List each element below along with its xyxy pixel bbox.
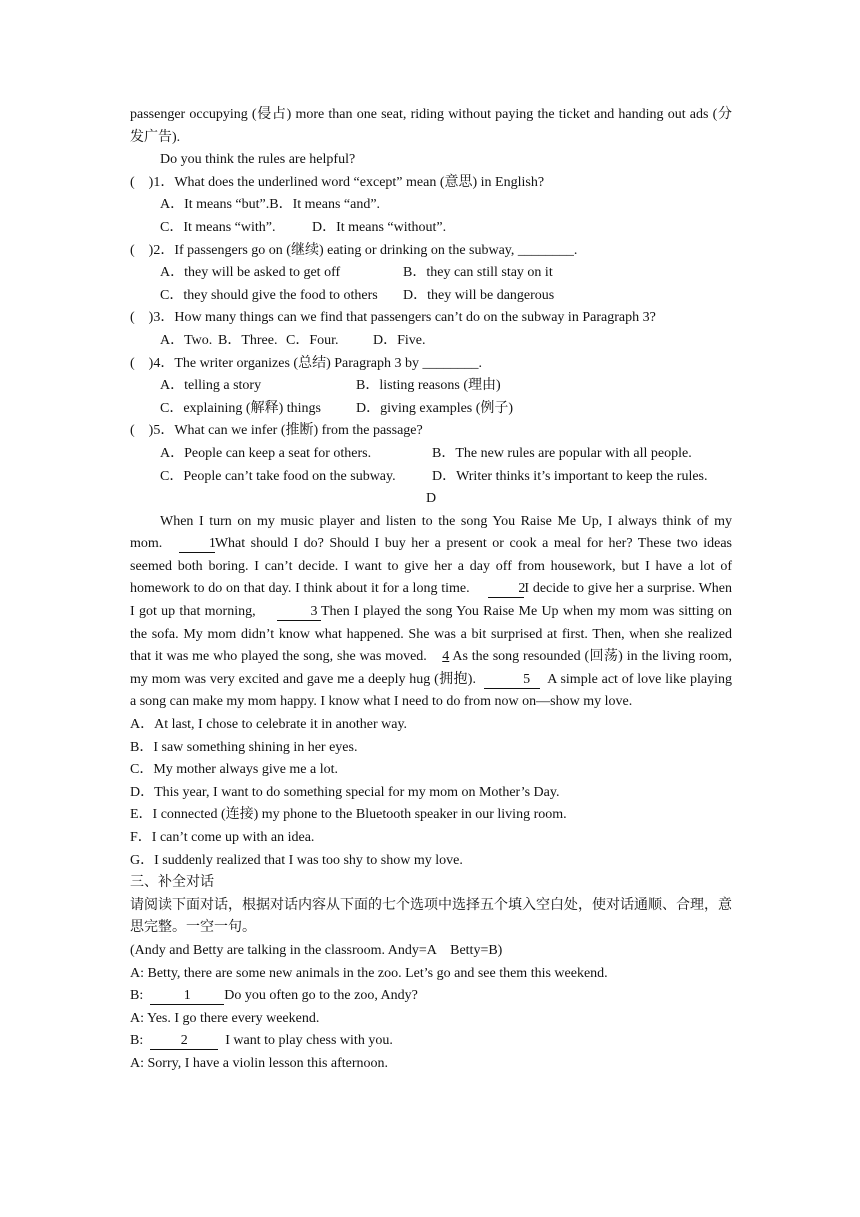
option-c: C．explaining (解释) things — [160, 400, 321, 416]
dialogue-line-2 — [130, 985, 732, 1008]
option-d: D．they will be dangerous — [403, 287, 555, 303]
option-a: A．It means “but”. — [160, 197, 270, 213]
option-c: C．Four. — [286, 332, 339, 348]
section-d-heading: D — [425, 491, 437, 507]
question-2 — [130, 240, 732, 308]
option-d: D．It means “without”. — [312, 219, 447, 235]
option-a: A．People can keep a seat for others. — [160, 445, 372, 461]
answer-bracket[interactable]: ( )2． — [130, 242, 175, 258]
blank-5[interactable]: 5 — [484, 672, 540, 689]
passage-text: When I turn on my music player and listen to the song You Raise Me Up, I always think of my mom. — [130, 513, 732, 552]
blank-4[interactable]: 4 — [442, 649, 450, 665]
option-c: C．People can’t take food on the subway. — [160, 468, 396, 484]
blank-1[interactable]: 1 — [179, 536, 215, 553]
answer-bracket[interactable]: ( )5． — [130, 423, 175, 439]
option-d: D．Writer thinks it’s important to keep the rules. — [432, 468, 708, 484]
option-c: C．It means “with”. — [160, 219, 276, 235]
speaker: B: — [130, 1033, 144, 1049]
answer-bracket[interactable]: ( )4． — [130, 355, 175, 371]
section-3-title: 三、补全对话 — [130, 875, 214, 891]
option-a: A．At last, I chose to celebrate it in another way. — [130, 717, 408, 733]
dialogue-text: Do you often go to the zoo, Andy? — [224, 988, 418, 1004]
option-b: B．It means “and”. — [269, 197, 381, 213]
option-c: C．My mother always give me a lot. — [130, 762, 339, 778]
section-d-options — [130, 714, 732, 872]
option-b: B．The new rules are popular with all people. — [432, 445, 692, 461]
passage-text: Then I played the song You Raise Me Up when my mom was sitting on the sofa. My mom didn’t know what happened. She was a bit surprised at first. Then, when she realized that it was me who played the song, she was moved. — [130, 604, 732, 665]
option-a: A．telling a story — [160, 378, 262, 394]
dialogue-text: I want to play chess with you. — [225, 1033, 393, 1049]
document-page — [130, 104, 732, 1076]
speaker: B: — [130, 988, 144, 1004]
option-b: B．they can still stay on it — [403, 265, 553, 281]
question-stem: What does the underlined word “except” mean (意思) in English? — [174, 174, 545, 190]
passage-text: As the song resounded (回荡) in the living room, my mom was very excited and gave me a deeply hug (拥抱). — [130, 649, 733, 687]
question-5 — [130, 420, 732, 488]
section-3-instruction: 请阅读下面对话，根据对话内容从下面的七个选项中选择五个填入空白处，使对话通顺、合理，意思完整。一空一句。 — [130, 897, 732, 936]
question-3 — [130, 307, 732, 352]
dialogue-line-4 — [130, 1030, 732, 1053]
dialogue-blank-2[interactable]: 2 — [150, 1033, 218, 1050]
passage-c-question: Do you think the rules are helpful? — [160, 152, 356, 168]
option-b: B．I saw something shining in her eyes. — [130, 739, 358, 755]
dialogue-line-5: A: Sorry, I have a violin lesson this afternoon. — [130, 1055, 389, 1071]
option-b: B．Three. — [218, 332, 278, 348]
question-stem: What can we infer (推断) from the passage? — [174, 423, 423, 439]
blank-3[interactable]: 3 — [277, 604, 321, 621]
option-a: A．they will be asked to get off — [160, 265, 341, 281]
answer-bracket[interactable]: ( )3． — [130, 310, 175, 326]
question-stem: If passengers go on (继续) eating or drinking on the subway, ________. — [174, 242, 578, 258]
dialogue-blank-1[interactable]: 1 — [150, 988, 224, 1005]
dialogue-setup: (Andy and Betty are talking in the classroom. Andy=A Betty=B) — [130, 942, 503, 958]
option-a: A．Two. — [160, 332, 213, 348]
dialogue-line-3: A: Yes. I go there every weekend. — [130, 1010, 320, 1026]
passage-text: I decide to give her a surprise. When I got up that morning, — [130, 581, 733, 620]
blank-2[interactable]: 2 — [488, 581, 524, 598]
passage-c-ending: passenger occupying (侵占) more than one seat, riding without paying the ticket and handing out ads (分发广告). — [130, 107, 732, 145]
question-stem: How many things can we find that passengers can’t do on the subway in Paragraph 3? — [174, 310, 656, 326]
option-f: F．I can’t come up with an idea. — [130, 830, 315, 845]
option-c: C．they should give the food to others — [160, 287, 378, 303]
passage-text: A simple act of love like playing a song can make my mom happy. I know what I need to do from now on—show my love. — [130, 671, 733, 710]
option-d: D．Five. — [373, 332, 426, 348]
answer-bracket[interactable]: ( )1． — [130, 174, 175, 190]
question-4 — [130, 353, 732, 421]
passage-text: What should I do? Should I buy her a present or cook a meal for her? These two ideas seemed both boring. I can’t decide. I want to give her a day off from housework, but I have a lot of homework to do on that day. I think about it for a long time. — [130, 536, 732, 597]
option-d: D．This year, I want to do something special for my mom on Mother’s Day. — [130, 784, 560, 800]
option-g: G．I suddenly realized that I was too shy to show my love. — [130, 852, 463, 868]
passage-d — [130, 511, 732, 714]
option-d: D．giving examples (例子) — [356, 400, 514, 416]
dialogue-line-1: A: Betty, there are some new animals in the zoo. Let’s go and see them this weekend. — [130, 965, 608, 981]
option-e: E．I connected (连接) my phone to the Bluetooth speaker in our living room. — [130, 807, 567, 823]
question-1 — [130, 172, 732, 240]
question-stem: The writer organizes (总结) Paragraph 3 by ________. — [174, 355, 482, 371]
option-b: B．listing reasons (理由) — [356, 378, 501, 394]
